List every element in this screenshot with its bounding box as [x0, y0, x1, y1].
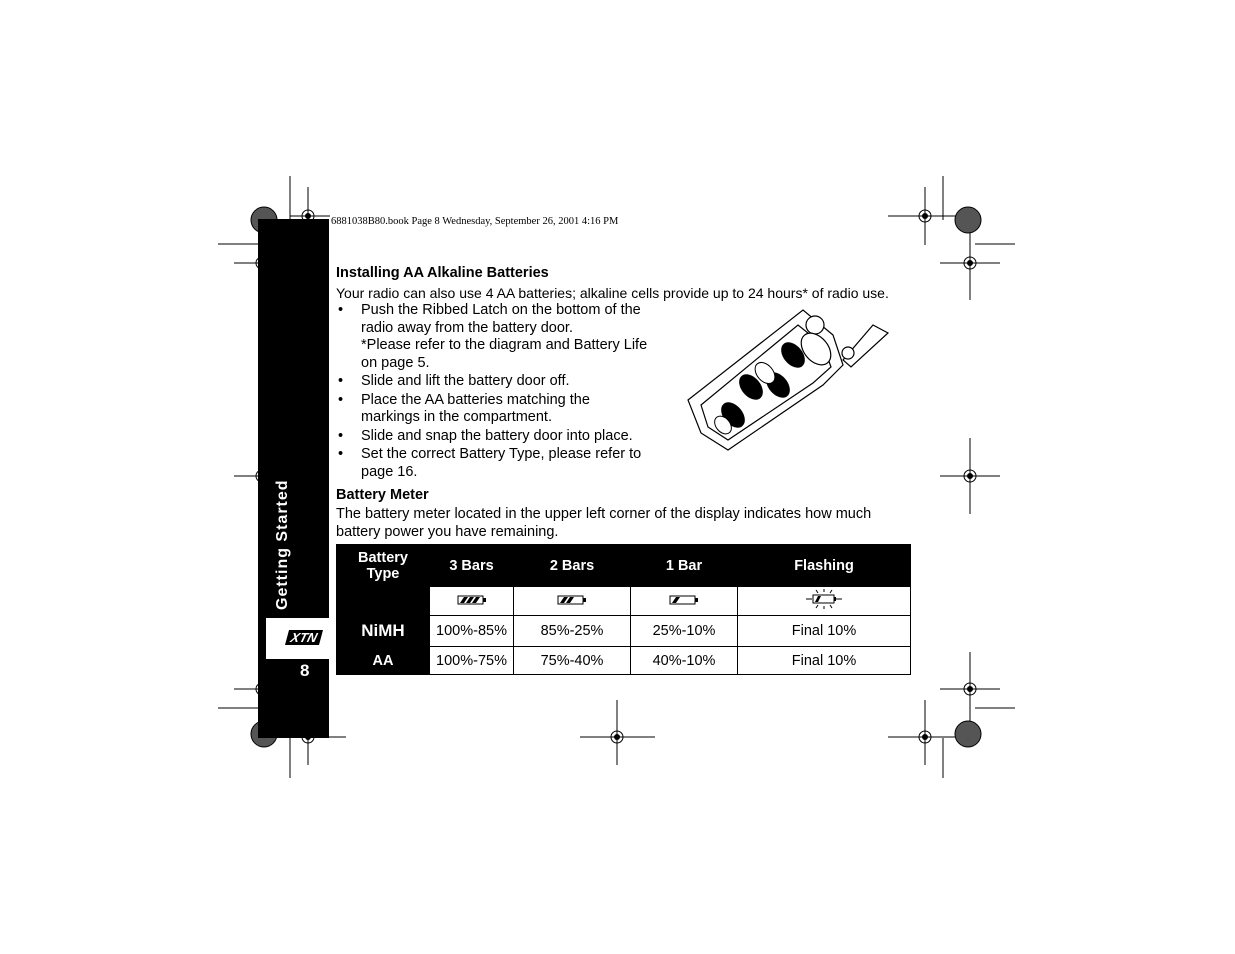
- list-item: • Slide and lift the battery door off.: [336, 373, 676, 391]
- list-item: • Set the correct Battery Type, please refer to page 16.: [336, 446, 676, 481]
- install-steps-list: [336, 302, 676, 482]
- xtn-logo: XTN: [285, 630, 323, 645]
- list-item: • Slide and snap the battery door into place.: [336, 428, 676, 446]
- battery-1-bar-icon: [631, 587, 738, 616]
- table-header-row: [337, 545, 911, 587]
- section-heading-install: Installing AA Alkaline Batteries: [336, 265, 549, 281]
- battery-flashing-icon: [738, 587, 911, 616]
- col-header-battery-type: Battery Type: [337, 545, 430, 616]
- radio-battery-illustration: [683, 305, 898, 455]
- battery-2-bars-icon: [514, 587, 631, 616]
- col-header-1-bar: 1 Bar: [631, 545, 738, 587]
- col-header-3-bars: 3 Bars: [430, 545, 514, 587]
- sidebar-section-title: Getting Started: [274, 479, 291, 610]
- list-item: • Push the Ribbed Latch on the bottom of the radio away from the battery door. *Please refer to the diagram and Battery Life on page 5.: [336, 302, 676, 372]
- col-header-2-bars: 2 Bars: [514, 545, 631, 587]
- battery-meter-table: [336, 544, 911, 675]
- list-item: • Place the AA batteries matching the markings in the compartment.: [336, 392, 676, 427]
- row-type-nimh: NiMH: [337, 616, 430, 647]
- section-heading-battery-meter: Battery Meter: [336, 487, 429, 503]
- table-row: AA 100%-75% 75%-40% 40%-10% Final 10%: [337, 647, 911, 675]
- table-row: NiMH 100%-85% 85%-25% 25%-10% Final 10%: [337, 616, 911, 647]
- file-header-line: 6881038B80.book Page 8 Wednesday, September 26, 2001 4:16 PM: [331, 216, 619, 227]
- battery-3-bars-icon: [430, 587, 514, 616]
- row-type-aa: AA: [337, 647, 430, 675]
- page-number: 8: [300, 661, 310, 680]
- install-intro: Your radio can also use 4 AA batteries; alkaline cells provide up to 24 hours* of radio use.: [336, 285, 889, 301]
- col-header-flashing: Flashing: [738, 545, 911, 587]
- battery-meter-description: The battery meter located in the upper left corner of the display indicates how much battery power you have remaining.: [336, 506, 872, 540]
